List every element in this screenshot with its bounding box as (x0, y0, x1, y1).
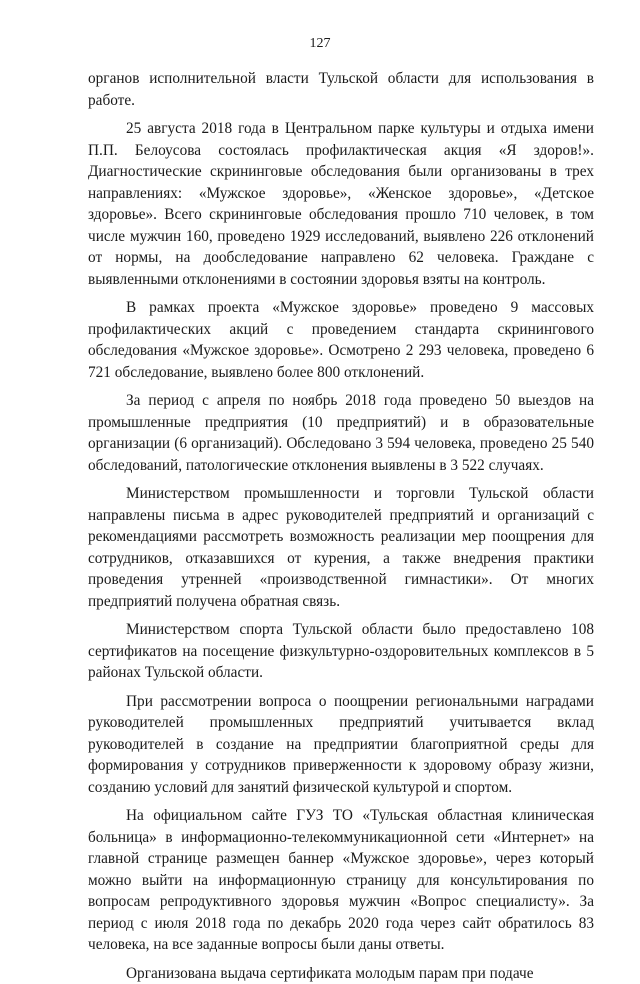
paragraph: На официальном сайте ГУЗ ТО «Тульская областная клиническая больница» в информационно-телекоммуникационной сети «Интернет» на главной странице размещен баннер «Мужское здоровье», через который можно выйти на информационную страницу для консультирования по вопросам репродуктивного здоровья мужчин «Вопрос специалисту». За период с июля 2018 года по декабрь 2020 года через сайт обратилось 83 человека, на все заданные вопросы были даны ответы. (88, 805, 594, 956)
paragraph: За период с апреля по ноябрь 2018 года проведено 50 выездов на промышленные предприятия (10 предприятий) и в образовательные организации (6 организаций). Обследовано 3 594 человека, проведено 25 540 обследований, патологические отклонения выявлены в 3 522 случаях. (88, 390, 594, 476)
document-body (88, 68, 594, 984)
paragraph: Организована выдача сертификата молодым парам при подаче (88, 963, 594, 984)
paragraph: В рамках проекта «Мужское здоровье» проведено 9 массовых профилактических акций с проведением стандарта скринингового обследования «Мужское здоровье». Осмотрено 2 293 человека, проведено 6 721 обследование, выявлено более 800 отклонений. (88, 297, 594, 383)
page-number: 127 (0, 36, 640, 52)
paragraph: Министерством промышленности и торговли Тульской области направлены письма в адрес руководителей предприятий и организаций с рекомендациями рассмотреть возможность реализации мер поощрения для сотрудников, отказавшихся от курения, а также внедрения практики проведения утренней «производственной гимнастики». От многих предприятий получена обратная связь. (88, 483, 594, 612)
paragraph: Министерством спорта Тульской области было предоставлено 108 сертификатов на посещение физкультурно-оздоровительных комплексов в 5 районах Тульской области. (88, 619, 594, 684)
paragraph: органов исполнительной власти Тульской области для использования в работе. (88, 68, 594, 111)
paragraph: 25 августа 2018 года в Центральном парке культуры и отдыха имени П.П. Белоусова состоялась профилактическая акция «Я здоров!». Диагностические скрининговые обследования были организованы в трех направлениях: «Мужское здоровье», «Женское здоровье», «Детское здоровье». Всего скрининговые обследования прошло 710 человек, в том числе мужчин 160, проведено 1929 исследований, выявлено 226 отклонений от нормы, на дообследование направлено 62 человека. Граждане с выявленными отклонениями в состоянии здоровья взяты на контроль. (88, 118, 594, 290)
paragraph: При рассмотрении вопроса о поощрении региональными наградами руководителей промышленных предприятий учитывается вклад руководителей в создание на предприятии благоприятной среды для формирования у сотрудников приверженности к здоровому образу жизни, созданию условий для занятий физической культурой и спортом. (88, 691, 594, 799)
